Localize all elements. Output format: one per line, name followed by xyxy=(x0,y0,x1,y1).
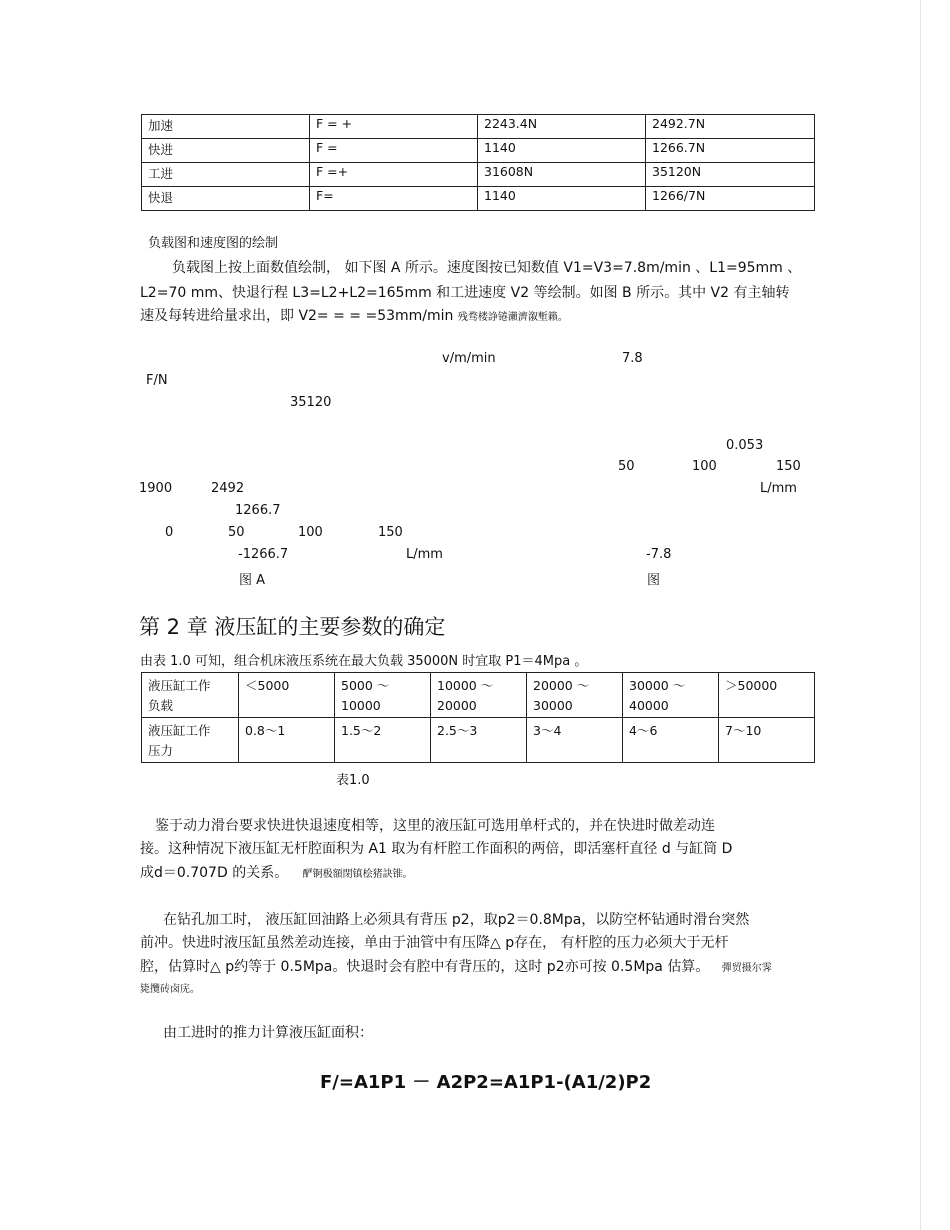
figure-label: 50 xyxy=(618,459,635,474)
figure-label: 2492 xyxy=(211,481,245,496)
table-row xyxy=(142,139,815,163)
table-row xyxy=(142,187,815,211)
table-cell: 1266.7N xyxy=(646,139,815,163)
table-cell: 快进 xyxy=(142,139,310,163)
paragraph-line: 由表 1.0 可知，组合机床液压系统在最大负载 35000N 时宜取 P1＝4Mpa 。 xyxy=(140,654,588,669)
figure-label: 7.8 xyxy=(622,351,643,366)
table-cell: 4～6 xyxy=(623,718,719,763)
watermark-text: 彈贸摄尔霁 xyxy=(721,963,772,974)
formula: F/=A1P1 － A2P2=A1P1-(A1/2)P2 xyxy=(320,1072,652,1093)
figure-label: 1266.7 xyxy=(235,503,281,518)
figure-label: 0.053 xyxy=(726,438,764,453)
figure-label: v/m/min xyxy=(442,351,496,366)
table-row xyxy=(142,718,815,763)
table-cell: 液压缸工作 负载 xyxy=(142,673,239,718)
paragraph-line: L2=70 mm、快退行程 L3=L2+L2=165mm 和工进速度 V2 等绘制。如图 B 所示。其中 V2 有主轴转 xyxy=(140,285,790,301)
figure-label: 100 xyxy=(692,459,717,474)
table-cell: 0.8～1 xyxy=(239,718,335,763)
table-cell: 2492.7N xyxy=(646,115,815,139)
figure-label: 35120 xyxy=(290,395,332,410)
paragraph-text: 速及每转进给量求出，即 V2= = = =53mm/min xyxy=(140,308,454,324)
table-cell: 1266/7N xyxy=(646,187,815,211)
paragraph-line: 在钻孔加工时， 液压缸回油路上必须具有背压 p2，取p2＝0.8Mpa，以防空杯钻通时滑台突然 xyxy=(163,912,750,928)
figure-label: 50 xyxy=(228,525,245,540)
watermark-text: 毙攬砖卤庑。 xyxy=(140,984,200,995)
section-heading: 负载图和速度图的绘制 xyxy=(148,236,279,251)
chapter-title: 第 2 章 液压缸的主要参数的确定 xyxy=(139,615,446,639)
table-row xyxy=(142,163,815,187)
paragraph-line xyxy=(140,305,568,325)
load-table xyxy=(141,114,815,211)
table-cell: F =+ xyxy=(310,163,478,187)
table-cell: F = + xyxy=(310,115,478,139)
table-cell: 2243.4N xyxy=(478,115,646,139)
table-cell: F = xyxy=(310,139,478,163)
paragraph-line xyxy=(140,956,772,976)
table-cell: 3～4 xyxy=(527,718,623,763)
pressure-table xyxy=(141,672,815,763)
table-cell: 液压缸工作 压力 xyxy=(142,718,239,763)
figure-label: L/mm xyxy=(760,481,797,496)
paragraph-line: 接。这种情况下液压缸无杆腔面积为 A1 取为有杆腔工作面积的两倍，即活塞杆直径 d 与缸筒 D xyxy=(140,841,733,857)
table-cell: 5000 ～ 10000 xyxy=(335,673,431,718)
figure-label: L/mm xyxy=(406,547,443,562)
figure-label: 0 xyxy=(165,525,174,540)
table-cell: 31608N xyxy=(478,163,646,187)
table-cell: 10000 ～ 20000 xyxy=(431,673,527,718)
paragraph-line xyxy=(140,862,413,882)
table-cell: 20000 ～ 30000 xyxy=(527,673,623,718)
paragraph-line: 前冲。快进时液压缸虽然差动连接，单由于油管中有压降△ p存在， 有杆腔的压力必须大于无杆 xyxy=(140,935,729,951)
table-cell: F= xyxy=(310,187,478,211)
paragraph-text: 成d＝0.707D 的关系。 xyxy=(140,865,289,881)
table-cell: 30000 ～ 40000 xyxy=(623,673,719,718)
figure-label: 150 xyxy=(776,459,801,474)
table-cell: 加速 xyxy=(142,115,310,139)
table-cell: 2.5～3 xyxy=(431,718,527,763)
table-cell: 快退 xyxy=(142,187,310,211)
paragraph-line: 鉴于动力滑台要求快进快退速度相等，这里的液压缸可选用单杆式的，并在快进时做差动连 xyxy=(155,818,715,834)
table-cell: 1140 xyxy=(478,139,646,163)
table-cell: 1140 xyxy=(478,187,646,211)
table-cell: 35120N xyxy=(646,163,815,187)
figure-label: -7.8 xyxy=(646,547,672,562)
table-caption: 表1.0 xyxy=(336,773,370,788)
figure-label: -1266.7 xyxy=(238,547,289,562)
table-cell: 1.5～2 xyxy=(335,718,431,763)
figure-caption: 图 A xyxy=(239,573,266,588)
table-cell: 工进 xyxy=(142,163,310,187)
paragraph-text: 腔，估算时△ p约等于 0.5Mpa。快退时会有腔中有背压的，这时 p2亦可按 0.5Mpa 估算。 xyxy=(140,959,710,975)
table-cell: 7～10 xyxy=(719,718,815,763)
page-edge-line xyxy=(920,0,921,1230)
table-cell: ＞50000 xyxy=(719,673,815,718)
table-row xyxy=(142,673,815,718)
figure-label: F/N xyxy=(146,373,168,388)
watermark-text: 残骛楼諍锩瀨濟溆塹籟。 xyxy=(457,312,568,323)
figure-caption: 图 xyxy=(647,573,661,588)
paragraph-line: 由工进时的推力计算液压缸面积： xyxy=(163,1025,373,1041)
figure-label: 100 xyxy=(298,525,323,540)
watermark-text: 酽锕极額閉镇桧猪訣锥。 xyxy=(302,869,413,880)
table-cell: ＜5000 xyxy=(239,673,335,718)
figure-label: 1900 xyxy=(139,481,173,496)
table-row xyxy=(142,115,815,139)
figure-label: 150 xyxy=(378,525,403,540)
paragraph-line: 负载图上按上面数值绘制， 如下图 A 所示。速度图按已知数值 V1=V3=7.8m/min 、L1=95mm 、 xyxy=(172,260,802,276)
